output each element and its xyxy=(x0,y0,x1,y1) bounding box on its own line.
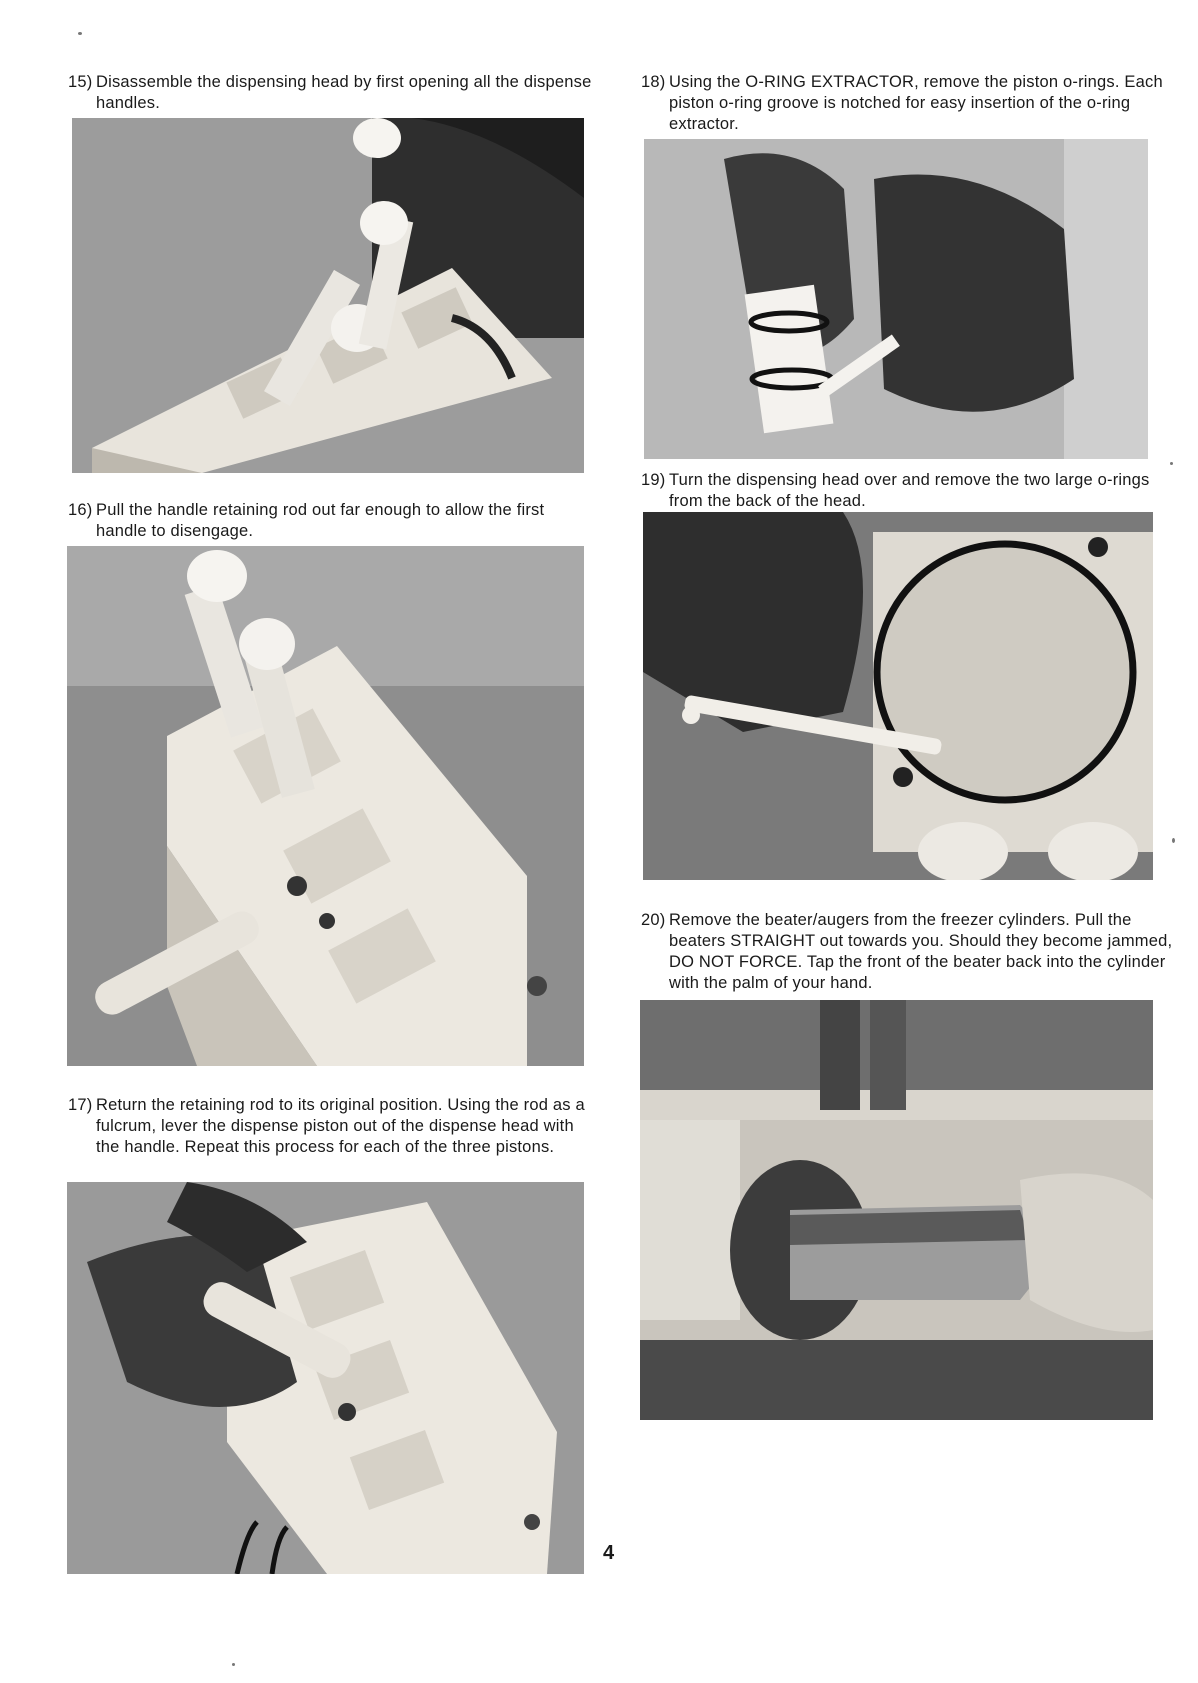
photo-lever-piston-out xyxy=(67,1182,584,1574)
step-text: Remove the beater/augers from the freezer cylinders. Pull the beaters STRAIGHT out towards you. Should they become jammed, DO NOT FORCE. Tap the front of the beater back into the cylinder with the palm of your hand. xyxy=(669,911,1173,992)
step-number: 17) xyxy=(68,1096,93,1114)
scan-speck xyxy=(78,32,82,35)
step-17 xyxy=(68,1095,596,1158)
step-number: 15) xyxy=(68,73,93,91)
step-20 xyxy=(641,910,1179,994)
step-text: Pull the handle retaining rod out far enough to allow the first handle to disengage. xyxy=(96,501,545,540)
step-number: 20) xyxy=(641,911,666,929)
step-text: Return the retaining rod to its original position. Using the rod as a fulcrum, lever the dispense piston out of the dispense head with the handle. Repeat this process for each of the three pistons. xyxy=(96,1096,585,1156)
step-19 xyxy=(641,470,1179,512)
step-18 xyxy=(641,72,1179,135)
step-number: 19) xyxy=(641,471,666,489)
page-number: 4 xyxy=(603,1542,615,1564)
step-15 xyxy=(68,72,596,114)
photo-oring-extractor xyxy=(644,139,1148,459)
step-text: Disassemble the dispensing head by first opening all the dispense handles. xyxy=(96,73,592,112)
scan-speck xyxy=(232,1663,235,1666)
step-text: Using the O-RING EXTRACTOR, remove the piston o-rings. Each piston o-ring groove is notched for easy insertion of the o-ring extractor. xyxy=(669,73,1163,133)
step-number: 16) xyxy=(68,501,93,519)
step-16 xyxy=(68,500,596,542)
photo-beater-removal xyxy=(640,1000,1153,1420)
photo-dispense-handles-open xyxy=(72,118,584,473)
step-text: Turn the dispensing head over and remove the two large o-rings from the back of the head. xyxy=(669,471,1150,510)
scan-speck xyxy=(1172,838,1175,843)
scan-speck xyxy=(1170,462,1173,465)
photo-large-orings-back xyxy=(643,512,1153,880)
step-number: 18) xyxy=(641,73,666,91)
photo-retaining-rod-pulled xyxy=(67,546,584,1066)
